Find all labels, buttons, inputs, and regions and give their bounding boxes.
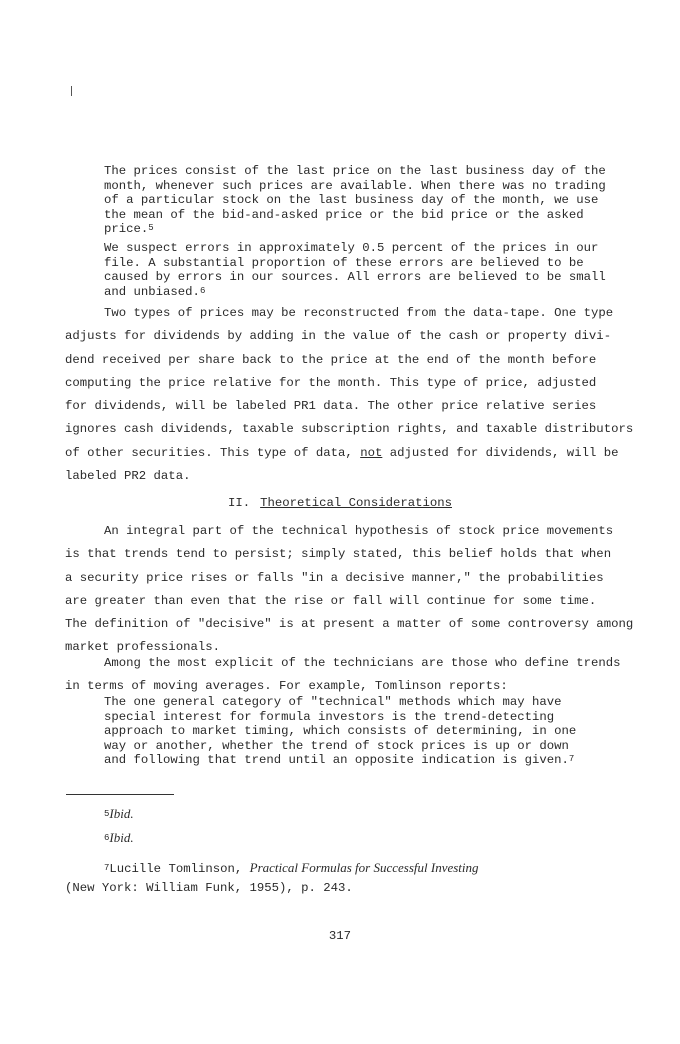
text-line: ignores cash dividends, taxable subscription rights, and taxable distributors: [65, 422, 634, 437]
paragraph-technical-hypothesis: [65, 520, 634, 660]
margin-mark: [71, 86, 72, 96]
text-line: for dividends, will be labeled PR1 data. The other price relative series: [65, 399, 597, 414]
text-line: is that trends tend to persist; simply stated, this belief holds that when: [65, 547, 612, 562]
text-line: labeled PR2 data.: [65, 469, 191, 484]
quote-line: way or another, whether the trend of stock prices is up or down: [104, 738, 569, 753]
text-line: in terms of moving averages. For example, Tomlinson reports:: [65, 679, 508, 694]
footnote-7-line-2: (New York: William Funk, 1955), p. 243.: [65, 881, 353, 895]
quote-line: [104, 753, 624, 768]
footnote-number: 7: [104, 863, 110, 873]
text-line: Among the most explicit of the technicians are those who define trends: [104, 656, 621, 670]
quote-line: We suspect errors in approximately 0.5 percent of the prices in our: [104, 241, 599, 255]
text-line: a security price rises or falls "in a decisive manner," the probabilities: [65, 570, 604, 585]
section-heading: [0, 496, 680, 510]
paragraph-moving-averages: [65, 652, 625, 699]
text-line: dend received per share back to the price at the end of the month before: [65, 352, 597, 367]
quote-line: approach to market timing, which consists of determining, in one: [104, 724, 577, 739]
footnote-7: [104, 860, 479, 876]
quote-line: the mean of the bid-and-asked price or the bid price or the asked: [104, 207, 584, 222]
quote-line: The prices consist of the last price on the last business day of the: [104, 164, 606, 178]
quote-text: and unbiased.: [104, 284, 200, 299]
section-number: II.: [227, 496, 251, 510]
text-line: [65, 442, 625, 465]
quote-line: special interest for formula investors is the trend-detecting: [104, 709, 555, 724]
quote-line: month, whenever such prices are available. When there was no trading: [104, 178, 606, 193]
footnote-number: 5: [104, 809, 110, 819]
text-line: An integral part of the technical hypothesis of stock price movements: [104, 524, 614, 538]
underlined-word: not: [360, 445, 383, 460]
quote-line: [104, 285, 624, 300]
text-line: Two types of prices may be reconstructed from the data-tape. One type: [104, 306, 614, 320]
footnote-ref-6[interactable]: 6: [199, 285, 206, 296]
text-line: The definition of "decisive" is at present a matter of some controversy among: [65, 617, 634, 632]
footnote-ref-5[interactable]: 5: [148, 223, 154, 234]
footnote-author: Lucille Tomlinson,: [109, 862, 250, 876]
text-line: market professionals.: [65, 640, 220, 655]
footnote-6: [104, 830, 134, 846]
page-number: 317: [328, 929, 352, 943]
block-quote-errors: [104, 241, 624, 299]
quote-text: price.: [104, 222, 149, 237]
text-span: of other securities. This type of data,: [65, 445, 361, 460]
text-line: are greater than even that the rise or fall will continue for some time.: [65, 593, 597, 608]
section-title: Theoretical Considerations: [260, 496, 452, 510]
footnote-book-title: Practical Formulas for Successful Investing: [249, 860, 479, 875]
quote-line: [104, 222, 624, 237]
footnote-ref-7[interactable]: 7: [568, 754, 575, 765]
footnote-text: Ibid.: [109, 806, 134, 821]
paragraph-price-types: [65, 302, 634, 488]
footnote-text: Ibid.: [109, 830, 134, 845]
quote-line: file. A substantial proportion of these errors are believed to be: [104, 255, 584, 270]
quote-line: caused by errors in our sources. All errors are believed to be small: [104, 270, 606, 285]
footnote-separator: [66, 794, 174, 795]
footnote-5: [104, 806, 134, 822]
block-quote-tomlinson: [104, 695, 624, 768]
quote-line: of a particular stock on the last business day of the month, we use: [104, 193, 599, 208]
block-quote-prices: [104, 164, 624, 237]
text-line: adjusts for dividends by adding in the value of the cash or property divi-: [65, 329, 612, 344]
quote-line: The one general category of "technical" methods which may have: [104, 695, 562, 709]
text-line: computing the price relative for the month. This type of price, adjusted: [65, 375, 597, 390]
footnote-number: 6: [104, 833, 110, 843]
text-span: adjusted for dividends, will be: [382, 445, 619, 460]
quote-text: and following that trend until an opposite indication is given.: [104, 753, 569, 768]
